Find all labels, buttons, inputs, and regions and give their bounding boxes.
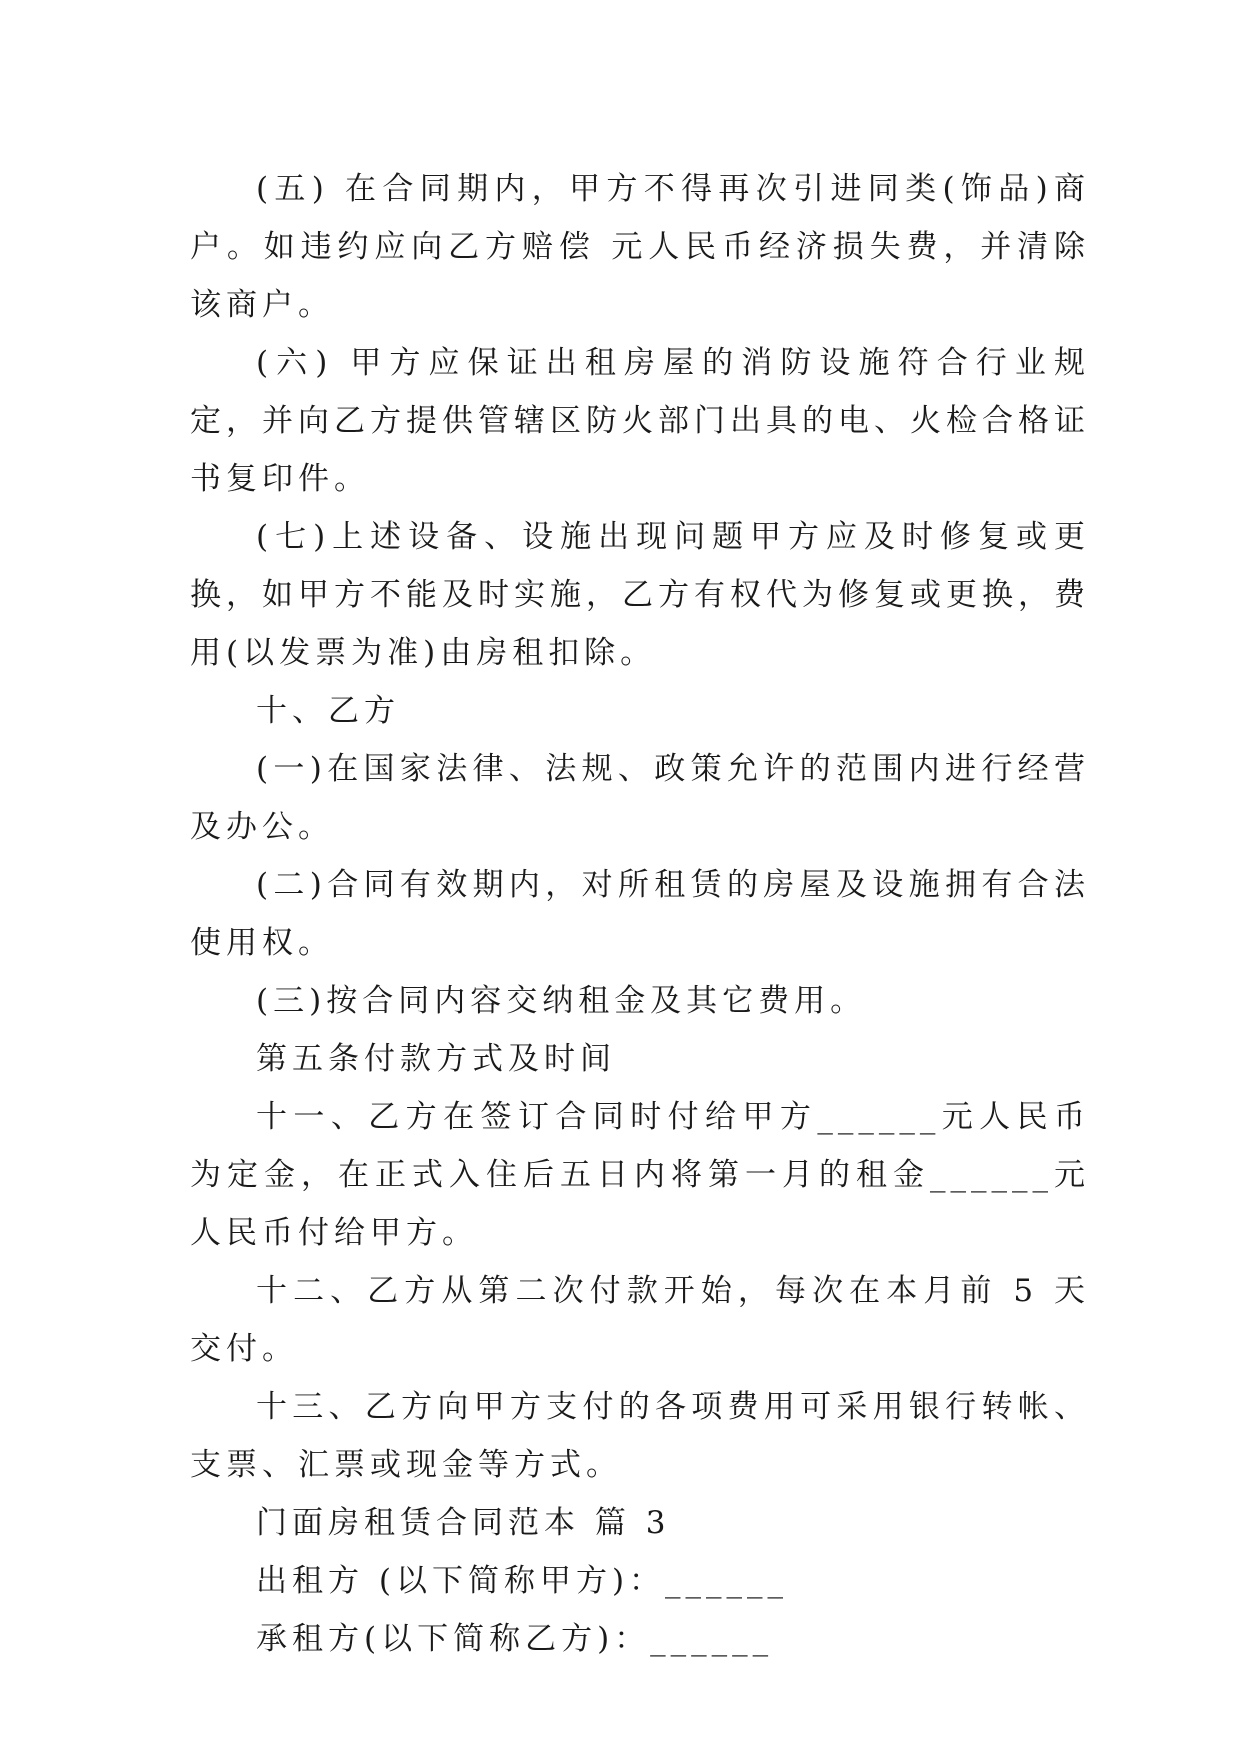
document-body: [190, 160, 1090, 1668]
section-twelve: 十二、乙方从第二次付款开始，每次在本月前 5 天交付。: [190, 1273, 1090, 1367]
clause-five: (五) 在合同期内，甲方不得再次引进同类(饰品)商户。如违约应向乙方赔偿 元人民币经济损失费，并清除该商户。: [190, 171, 1090, 323]
clause-one: (一)在国家法律、法规、政策允许的范围内进行经营及办公。: [190, 751, 1090, 845]
section-eleven: 十一、乙方在签订合同时付给甲方______元人民币为定金，在正式入住后五日内将第一月的租金______元人民币付给甲方。: [190, 1099, 1090, 1251]
lessor-line: 出租方 (以下简称甲方)：______: [256, 1563, 789, 1599]
clause-three: (三)按合同内容交纳租金及其它费用。: [256, 983, 867, 1019]
section-thirteen: 十三、乙方向甲方支付的各项费用可采用银行转帐、支票、汇票或现金等方式。: [190, 1389, 1090, 1483]
clause-seven: (七)上述设备、设施出现问题甲方应及时修复或更换，如甲方不能及时实施，乙方有权代为修复或更换，费用(以发票为准)由房租扣除。: [190, 519, 1090, 671]
article-five-heading: 第五条付款方式及时间: [256, 1041, 616, 1077]
clause-six: (六) 甲方应保证出租房屋的消防设施符合行业规定，并向乙方提供管辖区防火部门出具的电、火检合格证书复印件。: [190, 345, 1090, 497]
section-ten-heading: 十、乙方: [256, 693, 400, 729]
clause-two: (二)合同有效期内，对所租赁的房屋及设施拥有合法使用权。: [190, 867, 1090, 961]
lessee-line: 承租方(以下简称乙方)：______: [256, 1621, 774, 1657]
contract-template-title: 门面房租赁合同范本 篇 3: [256, 1505, 671, 1541]
